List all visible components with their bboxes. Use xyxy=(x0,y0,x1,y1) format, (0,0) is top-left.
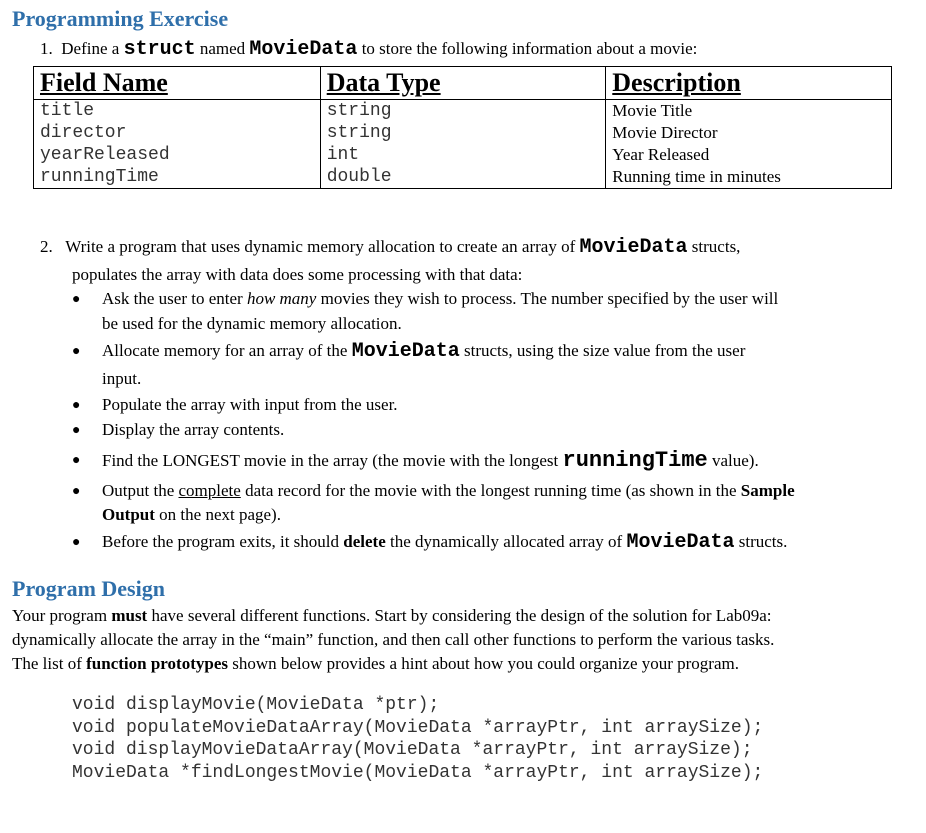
bullet-icon: ● xyxy=(72,535,81,550)
header-field-name: Field Name xyxy=(34,67,321,100)
cell-field: yearReleased xyxy=(34,144,321,166)
table-row xyxy=(34,166,892,189)
bullet-2-line-1: Allocate memory for an array of the MovieData structs, using the size value from the user xyxy=(102,340,746,363)
design-paragraph-line-2: dynamically allocate the array in the “main” function, and then call other functions to perform the various tasks. xyxy=(12,630,775,649)
exercise-2-line-1: 2. Write a program that uses dynamic memory allocation to create an array of MovieData structs, xyxy=(40,236,741,259)
cell-description: Movie Director xyxy=(606,122,892,144)
bullet-icon: ● xyxy=(72,453,81,468)
exercise-2-line-2: populates the array with data does some processing with that data: xyxy=(72,265,523,284)
exercise-1-text: 1. Define a struct named MovieData to store the following information about a movie: xyxy=(40,38,698,61)
cell-description: Running time in minutes xyxy=(606,166,892,189)
cell-type: int xyxy=(320,144,606,166)
table-row xyxy=(34,122,892,144)
cell-field: director xyxy=(34,122,321,144)
cell-field: title xyxy=(34,100,321,123)
bullet-6-line-1: Output the complete data record for the movie with the longest running time (as shown in the Sample xyxy=(102,481,795,500)
code-line: void populateMovieDataArray(MovieData *arrayPtr, int arraySize); xyxy=(72,717,764,738)
heading-programming-exercise: Programming Exercise xyxy=(12,6,229,31)
cell-field: runningTime xyxy=(34,166,321,189)
header-data-type: Data Type xyxy=(320,67,606,100)
bullet-2-line-2: input. xyxy=(102,369,142,388)
cell-type: string xyxy=(320,100,606,123)
bullet-5: Find the LONGEST movie in the array (the movie with the longest runningTime value). xyxy=(102,448,759,473)
function-prototypes-code xyxy=(72,694,763,784)
bullet-icon: ● xyxy=(72,423,81,438)
design-paragraph-line-1: Your program must have several different functions. Start by considering the design of the solution for Lab09a: xyxy=(12,606,772,625)
table-row xyxy=(34,100,892,123)
bullet-icon: ● xyxy=(72,398,81,413)
code-line: MovieData *findLongestMovie(MovieData *arrayPtr, int arraySize); xyxy=(72,762,764,783)
code-line: void displayMovie(MovieData *ptr); xyxy=(72,695,440,715)
bullet-icon: ● xyxy=(72,344,81,359)
bullet-4: Display the array contents. xyxy=(102,420,285,439)
bullet-6-line-2: Output on the next page). xyxy=(102,505,281,524)
heading-program-design: Program Design xyxy=(12,576,165,601)
table-row xyxy=(34,144,892,166)
design-paragraph-line-3: The list of function prototypes shown below provides a hint about how you could organize your program. xyxy=(12,654,739,673)
cell-description: Year Released xyxy=(606,144,892,166)
bullet-1-line-2: be used for the dynamic memory allocation. xyxy=(102,314,402,333)
bullet-icon: ● xyxy=(72,292,81,307)
cell-type: string xyxy=(320,122,606,144)
code-line: void displayMovieDataArray(MovieData *arrayPtr, int arraySize); xyxy=(72,740,753,760)
bullet-1-line-1: Ask the user to enter how many movies they wish to process. The number specified by the user will xyxy=(102,289,779,308)
header-description: Description xyxy=(606,67,892,100)
cell-description: Movie Title xyxy=(606,100,892,123)
bullet-7: Before the program exits, it should delete the dynamically allocated array of MovieData structs. xyxy=(102,531,788,554)
cell-type: double xyxy=(320,166,606,189)
bullet-icon: ● xyxy=(72,484,81,499)
table-header-row xyxy=(34,67,892,100)
moviedata-field-table xyxy=(33,66,892,189)
bullet-3: Populate the array with input from the user. xyxy=(102,395,398,414)
